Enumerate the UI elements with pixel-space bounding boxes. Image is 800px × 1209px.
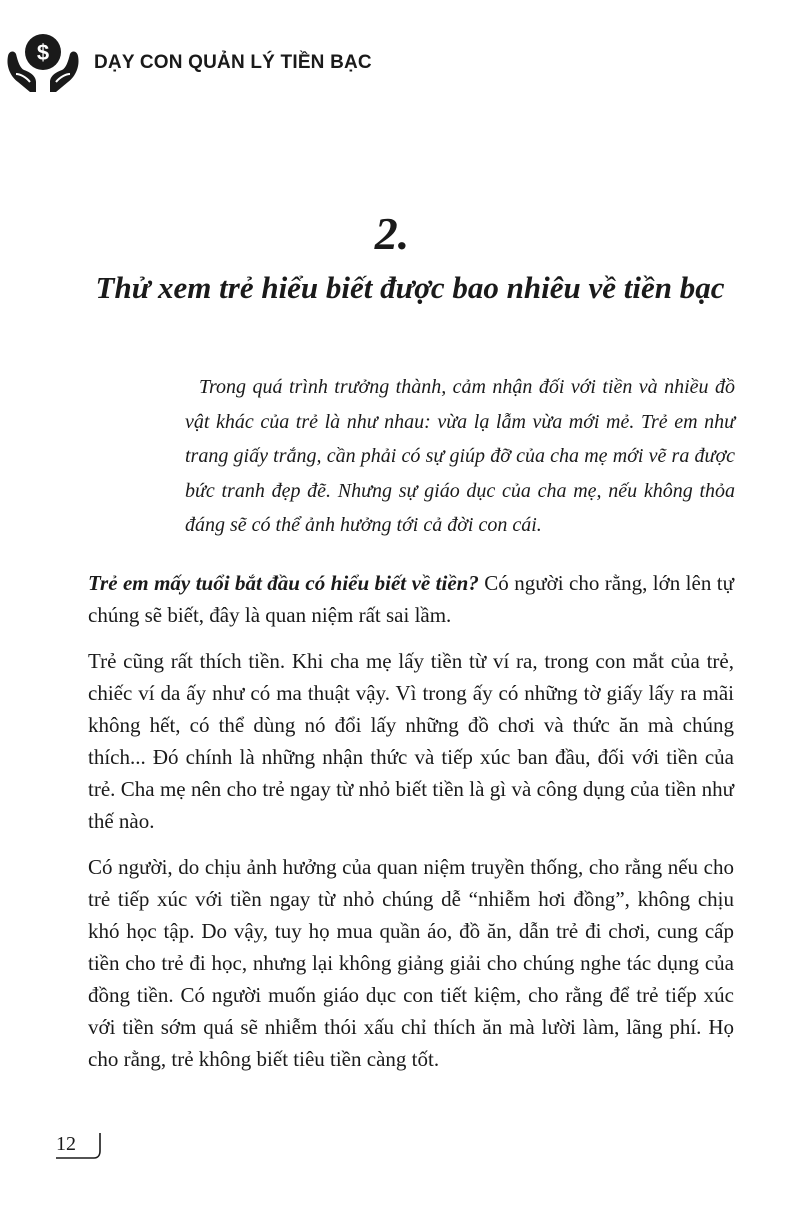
intro-paragraph: Trong quá trình trưởng thành, cảm nhận đối với tiền và nhiều đồ vật khác của trẻ là như nhau: vừa lạ lẫm vừa mới mẻ. Trẻ em như trang giấy trắng, cần phải có sự giúp đỡ của cha mẹ mới vẽ ra được bức tranh đẹp đẽ. Nhưng sự giáo dục của cha mẹ, nếu không thỏa đáng sẽ có thể ảnh hưởng tới cả đời con cái.	[185, 376, 735, 536]
page-number: 12	[56, 1131, 102, 1157]
page-number-bracket-icon	[56, 1131, 102, 1159]
page-header	[0, 0, 800, 110]
book-title: DẠY CON QUẢN LÝ TIỀN BẠC	[94, 52, 372, 73]
chapter-title: Thử xem trẻ hiểu biết được bao nhiêu về tiền bạc	[95, 270, 725, 305]
paragraph-text: Có người cho rằng, lớn lên tự chúng sẽ biết, đây là quan niệm rất sai lầm.	[88, 571, 734, 627]
paragraph	[88, 567, 734, 631]
paragraph: Có người, do chịu ảnh hưởng của quan niệm truyền thống, cho rằng nếu cho trẻ tiếp xúc với tiền ngay từ nhỏ chúng dễ “nhiễm hơi đồng”, không chịu khó học tập. Do vậy, tuy họ mua quần áo, đồ ăn, dẫn trẻ đi chơi, cung cấp tiền cho trẻ đi học, nhưng lại không giảng giải cho chúng nghe tác dụng của đồng tiền. Có người muốn giáo dục con tiết kiệm, cho rằng để trẻ tiếp xúc với tiền sớm quá sẽ nhiễm thói xấu chỉ thích ăn mà lười làm, lãng phí. Họ cho rằng, trẻ không biết tiêu tiền càng tốt.	[88, 855, 734, 1071]
svg-text:$: $	[36, 40, 50, 65]
chapter-number: 2.	[374, 208, 410, 259]
body-text	[88, 567, 734, 1089]
paragraph-lead-question: Trẻ em mấy tuổi bắt đầu có hiểu biết về tiền?	[88, 571, 479, 595]
money-in-hands-icon	[4, 30, 82, 98]
paragraph: Trẻ cũng rất thích tiền. Khi cha mẹ lấy tiền từ ví ra, trong con mắt của trẻ, chiếc ví da ấy như có ma thuật vậy. Vì trong ấy có những tờ giấy lấy ra mãi không hết, có thể dùng nó đổi lấy những đồ chơi và thức ăn mà chúng thích... Đó chính là những nhận thức và tiếp xúc ban đầu, đối với tiền của trẻ. Cha mẹ nên cho trẻ ngay từ nhỏ biết tiền là gì và công dụng của tiền như thế nào.	[88, 649, 734, 833]
